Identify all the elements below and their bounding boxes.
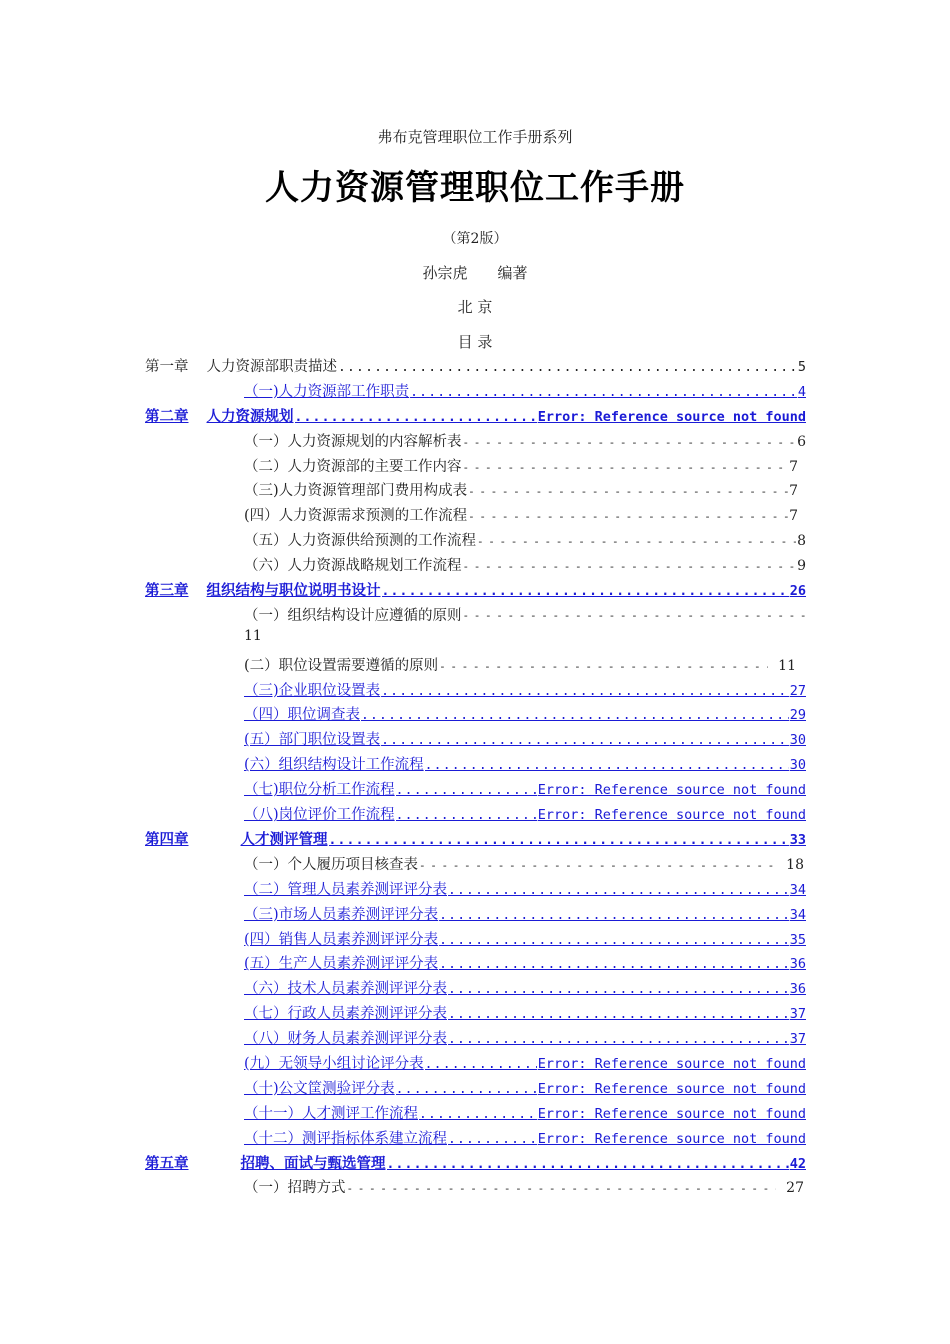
toc-chapter-4[interactable] [145,828,806,853]
toc-entry-link[interactable] [145,977,806,1002]
leader-dashes [347,1182,777,1195]
leader-dots [295,410,537,425]
leader-dots [382,584,789,599]
author: 孙宗虎 编著 [422,264,528,282]
chapter-title[interactable]: 组织结构与职位说明书设计 [206,582,381,600]
entry-title[interactable]: （四）职位调查表 [244,707,360,724]
leader-dashes [439,660,768,673]
leader-dots [410,385,797,400]
entry-title: (二）职位设置需要遵循的原则 [244,657,439,674]
toc-entry-link[interactable] [145,803,806,828]
entry-title: （一）人力资源规划的内容解析表 [244,433,462,450]
leader-dots [425,1057,537,1072]
entry-title[interactable]: （八）财务人员素养测评评分表 [244,1031,447,1048]
leader-dots [396,808,537,823]
page-reference-error[interactable]: Error: Reference source not found [537,782,806,799]
leader-dashes [463,604,806,629]
toc-entry [145,504,806,529]
page-number: 11 [244,627,262,644]
page-number: 7 [789,458,798,475]
toc-entry [145,554,806,579]
toc-entry [145,654,806,679]
toc-entry-link[interactable] [145,928,806,953]
entry-title[interactable]: （二）管理人员素养测评评分表 [244,881,447,898]
entry-title[interactable]: （六）技术人员素养测评评分表 [244,981,447,998]
chapter-title[interactable]: 人力资源规划 [206,407,294,425]
page-number[interactable]: 35 [789,931,806,948]
page-number: 7 [789,508,798,525]
toc-entry-link[interactable] [145,1102,806,1127]
leader-dashes [463,436,797,449]
entry-title[interactable]: （三)企业职位设置表 [244,682,381,699]
entry-title: （五）人力资源供给预测的工作流程 [244,533,476,550]
entry-title[interactable]: (五）生产人员素养测评评分表 [244,956,439,973]
entry-title: （三)人力资源管理部门费用构成表 [244,483,468,500]
page-number[interactable]: 26 [789,583,806,600]
leader-dots [419,1107,537,1122]
page-number: 11 [778,657,796,674]
page-number[interactable]: 30 [789,732,806,749]
toc-entry-link[interactable] [145,1127,806,1152]
leader-dots [439,933,789,948]
page-reference-error[interactable]: Error: Reference source not found [537,408,806,425]
page-number[interactable]: 4 [797,383,806,400]
toc-entry-link[interactable] [145,703,806,728]
entry-title[interactable]: （三)市场人员素养测评评分表 [244,906,439,923]
chapter-number[interactable]: 第二章 [145,407,189,425]
book-title: 人力资源管理职位工作手册 [265,168,685,208]
page-number: 6 [797,433,806,450]
page-reference-error[interactable]: Error: Reference source not found [537,1105,806,1122]
page-number[interactable]: 42 [789,1155,806,1172]
chapter-title[interactable]: 招聘、面试与甄选管理 [240,1154,386,1172]
leader-dots [448,883,789,898]
page-reference-error[interactable]: Error: Reference source not found [537,807,806,824]
leader-dots [338,360,797,375]
chapter-number: 第一章 [145,359,189,375]
page-number[interactable]: 34 [789,906,806,923]
page-number[interactable]: 33 [789,831,806,848]
entry-title[interactable]: （十二）测评指标体系建立流程 [244,1130,447,1147]
page-number: 27 [786,1180,804,1197]
toc-entry-link[interactable] [145,1052,806,1077]
page-number[interactable]: 30 [789,757,806,774]
chapter-number[interactable]: 第四章 [145,830,189,848]
leader-dashes [463,560,797,573]
entry-title[interactable]: (五）部门职位设置表 [244,732,381,749]
leader-dots [448,982,789,997]
leader-dashes [477,535,796,548]
toc-entry-link[interactable] [145,878,806,903]
toc-entry-link[interactable] [145,952,806,977]
entry-title[interactable]: （十)公文筐测验评分表 [244,1080,395,1097]
series-title: 弗布克管理职位工作手册系列 [377,128,573,146]
toc-chapter-3[interactable] [145,579,806,604]
toc-entry [145,604,806,654]
leader-dots [425,758,789,773]
entry-title[interactable]: （八)岗位评价工作流程 [244,807,395,824]
edition: （第2版） [442,231,508,247]
page-number: 8 [797,533,806,550]
entry-title: （六）人力资源战略规划工作流程 [244,558,462,575]
leader-dots [381,733,789,748]
leader-dots [448,1132,537,1147]
toc-entry-link[interactable] [145,679,806,704]
toc-entry-link[interactable] [145,903,806,928]
entry-title[interactable]: (六）组织结构设计工作流程 [244,757,424,774]
leader-dots [448,1007,789,1022]
chapter-title[interactable]: 人才测评管理 [240,830,328,848]
leader-dots [439,957,789,972]
leader-dots [439,908,789,923]
page-number[interactable]: 36 [789,981,806,998]
toc-entry-link[interactable] [145,1027,806,1052]
toc-entry [145,853,806,878]
toc-entry [145,455,806,480]
page-number[interactable]: 37 [789,1006,806,1023]
toc-entry [145,529,806,554]
toc-entry-link[interactable] [145,728,806,753]
toc-entry [145,479,806,504]
leader-dots [387,1157,789,1172]
leader-dots [361,708,789,723]
toc-entry [145,1176,806,1201]
page-number[interactable]: 37 [789,1031,806,1048]
toc-entry-link[interactable] [145,1077,806,1102]
page-number[interactable]: 34 [789,881,806,898]
entry-title: (四）人力资源需求预测的工作流程 [244,508,468,525]
entry-title: （一）招聘方式 [244,1180,346,1197]
entry-title[interactable]: （一)人力资源部工作职责 [244,383,410,400]
leader-dashes [463,461,789,474]
leader-dots [396,1082,537,1097]
leader-dots [381,684,789,699]
leader-dashes [468,485,788,498]
page-number: 5 [797,359,806,375]
toc-chapter-5[interactable] [145,1152,806,1177]
table-of-contents [145,355,806,1201]
page-number[interactable]: 27 [789,682,806,699]
page-number: 7 [789,483,798,500]
chapter-title: 人力资源部职责描述 [206,359,337,375]
toc-entry-link[interactable] [145,1002,806,1027]
chapter-number[interactable]: 第五章 [145,1154,189,1172]
entry-title[interactable]: (四）销售人员素养测评评分表 [244,931,439,948]
publisher-city: 北 京 [457,298,493,316]
entry-title[interactable]: （十一）人才测评工作流程 [244,1105,418,1122]
page-reference-error[interactable]: Error: Reference source not found [537,1130,806,1147]
toc-entry-link[interactable] [145,380,806,405]
page-number: 18 [786,856,804,873]
leader-dashes [468,510,788,523]
leader-dots [396,783,537,798]
entry-title[interactable]: （七）行政人员素养测评评分表 [244,1006,447,1023]
entry-title[interactable]: (九）无领导小组讨论评分表 [244,1055,424,1072]
entry-title: （一）个人履历项目核查表 [244,856,418,873]
page-number[interactable]: 36 [789,956,806,973]
entry-title: （一）组织结构设计应遵循的原则 [244,607,462,624]
toc-heading: 目 录 [457,333,493,351]
entry-title: （二）人力资源部的主要工作内容 [244,458,462,475]
toc-entry-link[interactable] [145,778,806,803]
page-reference-error[interactable]: Error: Reference source not found [537,1080,806,1097]
leader-dots [329,833,789,848]
toc-entry [145,430,806,455]
page-reference-error[interactable]: Error: Reference source not found [537,1055,806,1072]
leader-dashes [419,859,776,872]
toc-entry-link[interactable] [145,753,806,778]
page-number[interactable]: 29 [789,707,806,724]
chapter-number[interactable]: 第三章 [145,582,189,600]
entry-title[interactable]: （七)职位分析工作流程 [244,782,395,799]
leader-dots [448,1032,789,1047]
toc-chapter-2[interactable] [145,405,806,430]
page-number: 9 [797,558,806,575]
toc-chapter-1 [145,355,806,380]
